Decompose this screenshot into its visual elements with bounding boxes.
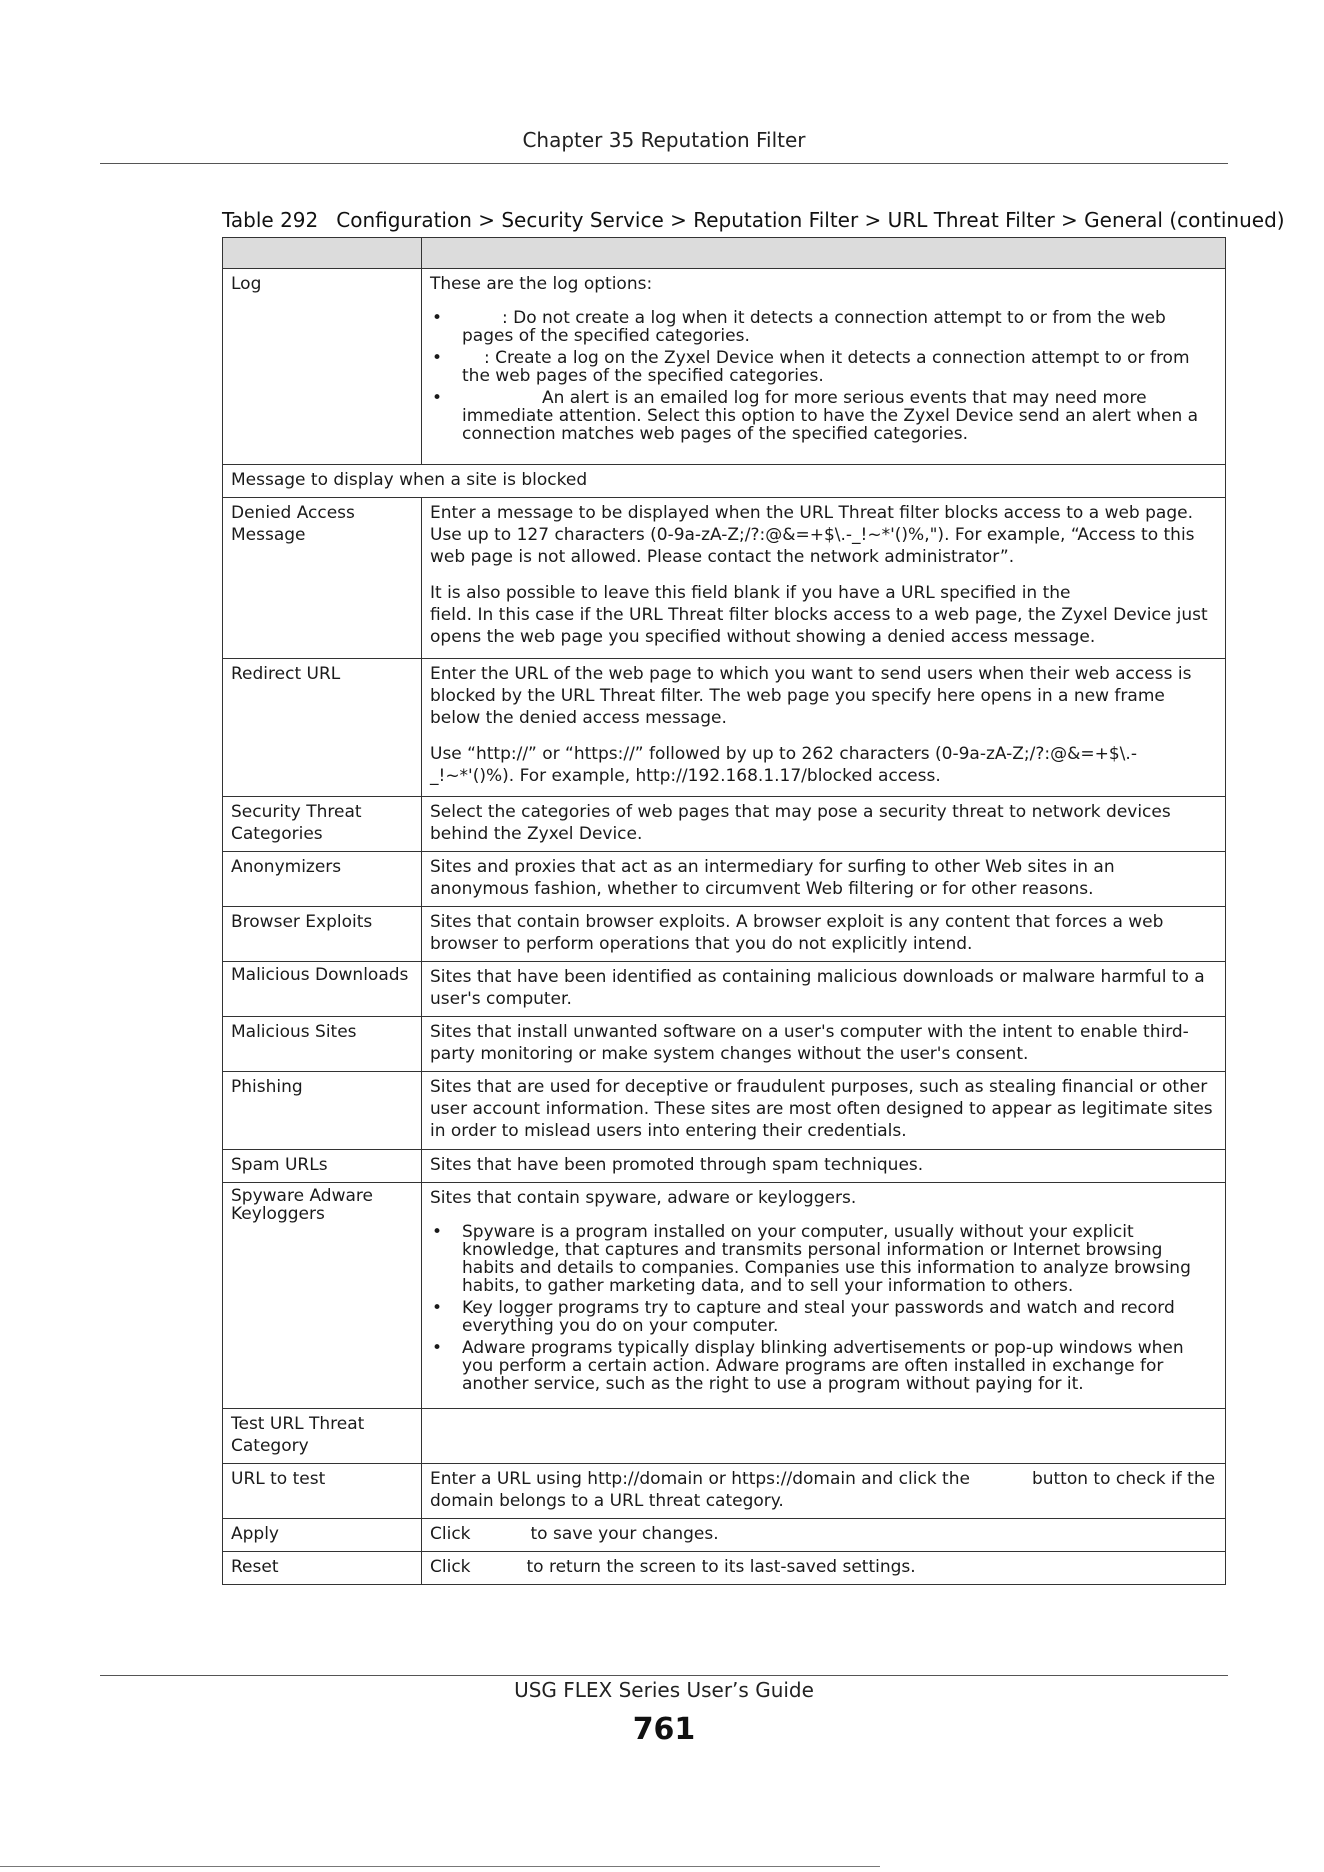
row-label: Anonymizers <box>223 852 422 907</box>
row-label: Redirect URL <box>223 659 422 797</box>
row-label: Spam URLs <box>223 1150 422 1183</box>
row-description: Enter a URL using http://domain or https://domain and click the button to check if the domain belongs to a URL threat category. <box>422 1464 1226 1519</box>
row-description <box>422 498 1226 659</box>
list-item: • An alert is an emailed log for more serious events that may need more immediate attention. Select this option to have the Zyxel Device send an alert when a connection matches web pages of the specified categories. <box>430 389 1217 443</box>
table-number: Table 292 <box>222 208 319 232</box>
section-label: Message to display when a site is blocked <box>223 465 1226 498</box>
log-intro: These are the log options: <box>430 274 653 294</box>
description-paragraph: It is also possible to leave this field blank if you have a URL specified in thefield. In this case if the URL Threat filter blocks access to a web page, the Zyxel Device just opens the web page you specified without showing a denied access message. <box>430 583 1208 647</box>
row-description: Sites that install unwanted software on a user's computer with the intent to enable third-party monitoring or make system changes without the user's consent. <box>422 1017 1226 1072</box>
row-label: Security Threat Categories <box>223 797 422 852</box>
row-description: Sites that have been promoted through spam techniques. <box>422 1150 1226 1183</box>
table-row <box>223 852 1226 907</box>
row-description: Sites that are used for deceptive or fraudulent purposes, such as stealing financial or other user account information. These sites are most often designed to appear as legitimate sites in order to mislead users into entering their credentials. <box>422 1072 1226 1150</box>
table-row <box>223 1150 1226 1183</box>
table-row <box>223 962 1226 1017</box>
table-caption <box>222 208 1285 232</box>
row-description: Sites and proxies that act as an intermediary for surfing to other Web sites in an anonymous fashion, whether to circumvent Web filtering or for other reasons. <box>422 852 1226 907</box>
list-item: • Adware programs typically display blinking advertisements or pop-up windows when you perform a certain action. Adware programs are often installed in exchange for another service, such as the right to use a program without paying for it. <box>430 1339 1217 1393</box>
table-row <box>223 1464 1226 1519</box>
spyware-intro: Sites that contain spyware, adware or keyloggers. <box>430 1188 857 1208</box>
bottom-rule <box>0 1866 880 1867</box>
table-row <box>223 269 1226 465</box>
table-row <box>223 465 1226 498</box>
row-description <box>422 1183 1226 1409</box>
row-label: Denied Access Message <box>223 498 422 659</box>
table-row <box>223 659 1226 797</box>
table-header-row <box>223 238 1226 269</box>
table-row <box>223 1017 1226 1072</box>
list-item: • Key logger programs try to capture and steal your passwords and watch and record everything you do on your computer. <box>430 1299 1217 1335</box>
row-label: Phishing <box>223 1072 422 1150</box>
row-label: Test URL Threat Category <box>223 1409 422 1464</box>
table-row <box>223 1183 1226 1409</box>
row-description-empty <box>422 1409 1226 1464</box>
row-description: Click to return the screen to its last-saved settings. <box>422 1552 1226 1585</box>
footer-divider <box>100 1675 1228 1676</box>
header-divider <box>100 163 1228 164</box>
row-description: Sites that have been identified as containing malicious downloads or malware harmful to a user's computer. <box>422 962 1226 1017</box>
row-description: Sites that contain browser exploits. A browser exploit is any content that forces a web browser to perform operations that you do not explicitly intend. <box>422 907 1226 962</box>
row-label: Reset <box>223 1552 422 1585</box>
row-label: URL to test <box>223 1464 422 1519</box>
table-row <box>223 498 1226 659</box>
header-cell-description <box>422 238 1226 269</box>
table-row <box>223 1072 1226 1150</box>
log-options-list <box>430 309 1217 443</box>
description-paragraph: Enter a message to be displayed when the URL Threat filter blocks access to a web page. Use up to 127 characters (0-9a-zA-Z;/?:@&=+$\.-_!~*'()%,"). For example, “Access to this web page is not allowed. Please contact the network administrator”. <box>430 503 1195 567</box>
table-title: Configuration > Security Service > Reputation Filter > URL Threat Filter > General (continued) <box>336 208 1285 232</box>
row-label: Apply <box>223 1519 422 1552</box>
row-description <box>422 269 1226 465</box>
table-row <box>223 1552 1226 1585</box>
list-item: • : Do not create a log when it detects a connection attempt to or from the web pages of the specified categories. <box>430 309 1217 345</box>
field-description-table <box>222 237 1226 1585</box>
guide-title: USG FLEX Series User’s Guide <box>514 1678 814 1702</box>
row-label: Log <box>223 269 422 465</box>
chapter-header: Chapter 35 Reputation Filter <box>522 128 806 152</box>
spyware-list <box>430 1223 1217 1393</box>
row-label: Malicious Sites <box>223 1017 422 1072</box>
list-item: • Spyware is a program installed on your computer, usually without your explicit knowledge, that captures and transmits personal information or Internet browsing habits and details to companies. Companies use this information to analyze browsing habits, to gather marketing data, and to sell your information to others. <box>430 1223 1217 1295</box>
table-row <box>223 1409 1226 1464</box>
description-paragraph: Enter the URL of the web page to which you want to send users when their web access is blocked by the URL Threat filter. The web page you specify here opens in a new frame below the denied access message. <box>430 664 1192 728</box>
row-label: Spyware Adware Keyloggers <box>223 1183 422 1409</box>
row-label: Browser Exploits <box>223 907 422 962</box>
row-description: Click to save your changes. <box>422 1519 1226 1552</box>
page-number: 761 <box>632 1712 696 1747</box>
row-description: Select the categories of web pages that may pose a security threat to network devices behind the Zyxel Device. <box>422 797 1226 852</box>
row-description <box>422 659 1226 797</box>
table-row <box>223 797 1226 852</box>
table-row <box>223 1519 1226 1552</box>
table-row <box>223 907 1226 962</box>
description-paragraph: Use “http://” or “https://” followed by up to 262 characters (0-9a-zA-Z;/?:@&=+$\.-_!~*'()%). For example, http://192.168.1.17/blocked access. <box>430 744 1137 786</box>
list-item: • : Create a log on the Zyxel Device when it detects a connection attempt to or from the web pages of the specified categories. <box>430 349 1217 385</box>
header-cell-label <box>223 238 422 269</box>
row-label: Malicious Downloads <box>223 962 422 1017</box>
